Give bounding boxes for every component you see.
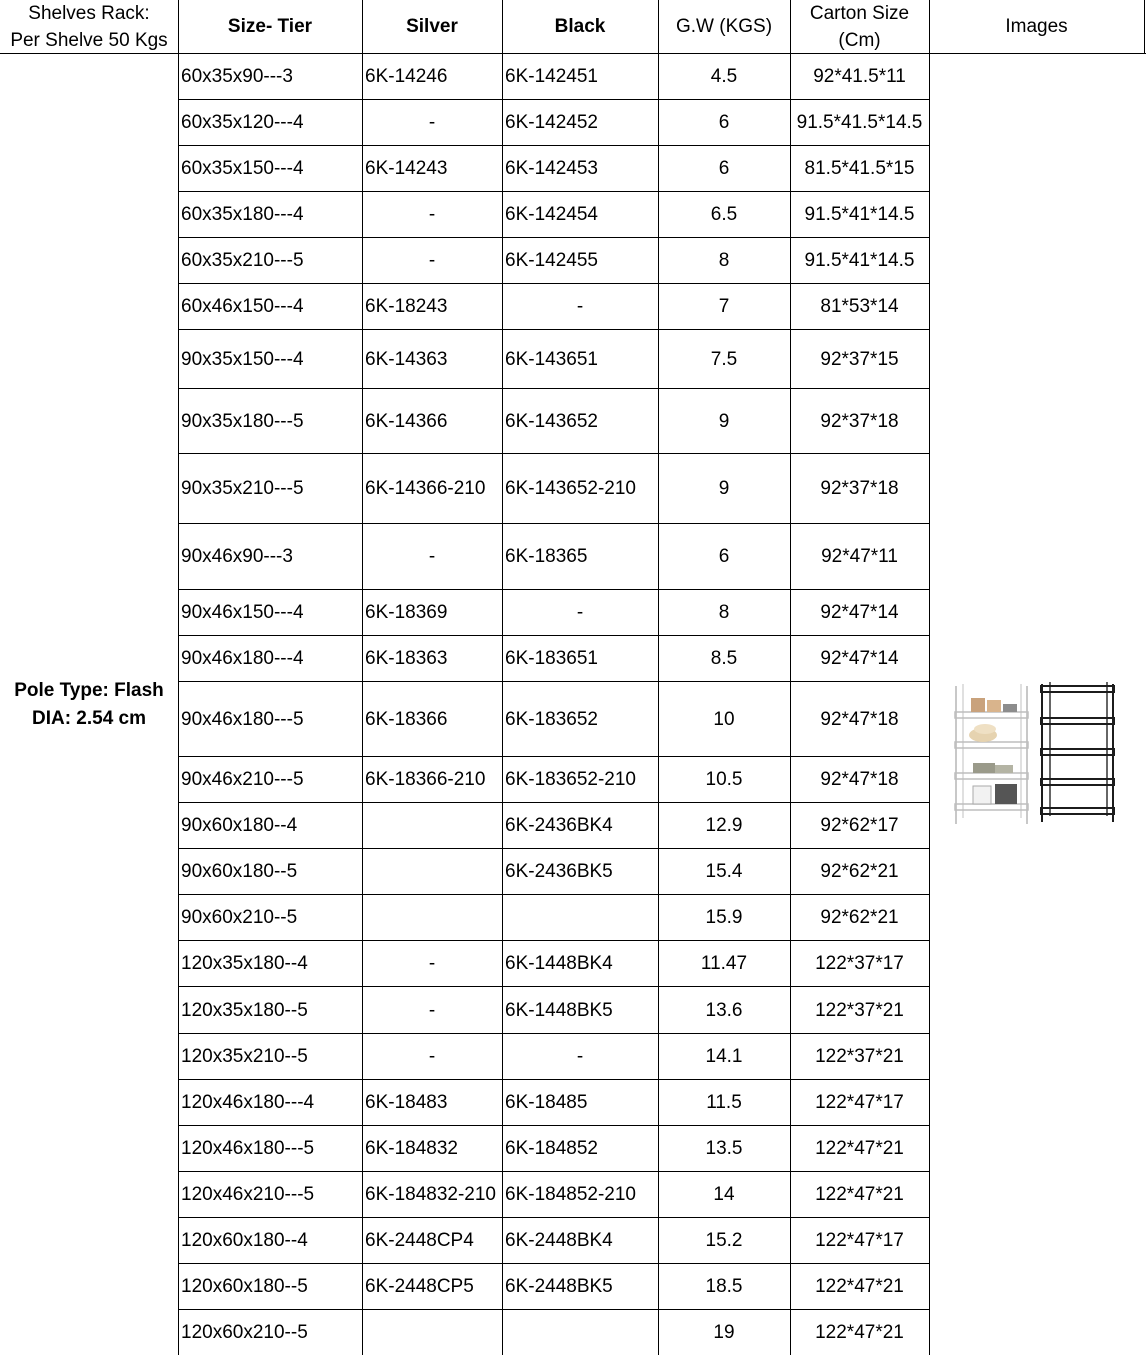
cell-black: 6K-2436BK4 [505, 815, 613, 836]
grid-line [362, 0, 363, 1355]
header-rack-line2: Per Shelve 50 Kgs [10, 30, 168, 51]
cell-size: 90x46x180---5 [181, 708, 304, 730]
cell-carton: 81.5*41.5*15 [804, 158, 915, 179]
header-silver: Silver [406, 16, 458, 37]
cell-black: 6K-183652-210 [505, 769, 636, 790]
grid-line [178, 99, 929, 100]
cell-black: 6K-184852 [505, 1138, 598, 1159]
grid-line [178, 802, 929, 803]
cell-black: - [576, 602, 584, 623]
cell-gw: 7 [718, 296, 730, 317]
grid-line [178, 191, 929, 192]
cell-gw: 9 [718, 410, 730, 432]
grid-line [178, 237, 929, 238]
cell-silver [362, 849, 502, 895]
cell-carton: 91.5*41.5*14.5 [796, 112, 923, 133]
grid-line [178, 1079, 929, 1080]
grid-line [178, 145, 929, 146]
cell-carton: 122*37*17 [815, 953, 904, 974]
rack-images [929, 54, 1144, 1355]
cell-gw: 18.5 [705, 1276, 743, 1297]
cell-size: 90x60x180--5 [181, 861, 298, 882]
cell-carton: 92*37*15 [820, 348, 899, 370]
cell-gw: 13.5 [705, 1138, 743, 1159]
grid-line [178, 388, 929, 389]
cell-carton: 92*47*18 [820, 708, 899, 730]
cell-carton: 92*47*14 [820, 648, 899, 669]
cell-gw: 15.4 [705, 861, 743, 882]
cell-silver: 6K-18363 [365, 648, 448, 669]
header-black: Black [554, 16, 606, 37]
cell-size: 60x46x150---4 [181, 296, 304, 317]
header-carton-line1: Carton Size [809, 3, 910, 24]
cell-gw: 6 [718, 112, 730, 133]
cell-gw: 11.47 [700, 953, 748, 974]
cell-gw: 8 [718, 250, 730, 271]
cell-size: 120x35x210--5 [181, 1046, 308, 1067]
cell-silver: - [428, 546, 436, 567]
cell-silver: 6K-18243 [365, 296, 448, 317]
cell-silver: 6K-184832-210 [365, 1184, 496, 1205]
cell-silver: - [428, 204, 436, 225]
cell-gw: 7.5 [710, 348, 738, 370]
cell-black: 6K-142451 [505, 66, 598, 87]
grid-line [178, 1125, 929, 1126]
grid-line [178, 589, 929, 590]
silver-wire-rack-icon [955, 684, 1028, 824]
cell-black: 6K-2448BK5 [505, 1276, 613, 1297]
cell-size: 90x35x210---5 [181, 478, 304, 499]
cell-silver: 6K-14246 [365, 66, 448, 87]
grid-line [178, 1217, 929, 1218]
cell-size: 90x60x210--5 [181, 907, 298, 928]
cell-silver: 6K-184832 [365, 1138, 458, 1159]
grid-line [178, 681, 929, 682]
images-cell [929, 54, 1144, 1355]
grid-line [0, 53, 1146, 54]
black-wire-rack-icon [1041, 682, 1114, 822]
cell-carton: 92*37*18 [820, 478, 899, 499]
cell-gw: 10.5 [705, 769, 743, 790]
cell-size: 120x60x210--5 [181, 1321, 308, 1343]
header-size-tier: Size- Tier [227, 16, 313, 37]
cell-black: 6K-1448BK5 [505, 999, 613, 1021]
cell-black: 6K-142454 [505, 204, 598, 225]
cell-gw: 6 [718, 546, 730, 567]
grid-line [178, 848, 929, 849]
cell-silver: 6K-18366 [365, 708, 448, 730]
cell-silver [362, 803, 502, 849]
cell-carton: 92*62*17 [820, 815, 899, 836]
cell-carton: 122*47*17 [815, 1092, 904, 1113]
cell-silver [362, 895, 502, 941]
cell-silver: 6K-2448CP5 [365, 1276, 474, 1297]
grid-line [178, 1263, 929, 1264]
cell-silver: - [428, 112, 436, 133]
cell-gw: 14.1 [705, 1046, 743, 1067]
cell-silver: 6K-14363 [365, 348, 448, 370]
grid-line [502, 0, 503, 1355]
grid-line [178, 894, 929, 895]
cell-size: 90x35x150---4 [181, 348, 304, 370]
header-carton-line2: (Cm) [838, 30, 881, 51]
cell-gw: 15.9 [705, 907, 743, 928]
cell-black: 6K-143652-210 [505, 478, 636, 499]
cell-black: 6K-183652 [505, 708, 598, 730]
grid-line [178, 329, 929, 330]
cell-silver: - [428, 953, 436, 974]
cell-size: 120x46x210---5 [181, 1184, 315, 1205]
cell-carton: 92*62*21 [820, 861, 899, 882]
cell-size: 120x35x180--5 [181, 999, 308, 1021]
cell-gw: 6 [718, 158, 730, 179]
cell-gw: 9 [718, 478, 730, 499]
cell-gw: 10 [713, 708, 735, 730]
pole-type-line1: Pole Type: Flash [14, 679, 164, 701]
cell-size: 60x35x150---4 [181, 158, 304, 179]
cell-size: 120x46x180---4 [181, 1092, 315, 1113]
grid-line [178, 1309, 929, 1310]
grid-line [790, 0, 791, 1355]
grid-line [658, 0, 659, 1355]
cell-size: 120x60x180--4 [181, 1230, 308, 1251]
grid-line [178, 523, 929, 524]
grid-line [178, 1171, 929, 1172]
cell-gw: 6.5 [710, 204, 738, 225]
grid-line [1144, 0, 1145, 54]
cell-size: 90x46x180---4 [181, 648, 304, 669]
header-rack-line1: Shelves Rack: [28, 3, 150, 24]
cell-carton: 122*47*21 [815, 1184, 904, 1205]
cell-black: 6K-142455 [505, 250, 598, 271]
cell-carton: 91.5*41*14.5 [804, 250, 915, 271]
cell-black: 6K-143652 [505, 410, 598, 432]
grid-line [929, 0, 930, 1355]
cell-black: 6K-184852-210 [505, 1184, 636, 1205]
cell-size: 90x46x210---5 [181, 769, 304, 790]
cell-size: 60x35x180---4 [181, 204, 304, 225]
cell-gw: 4.5 [710, 66, 738, 87]
cell-silver: 6K-14366-210 [365, 478, 486, 499]
cell-size: 90x60x180--4 [181, 815, 298, 836]
cell-size: 60x35x210---5 [181, 250, 304, 271]
cell-black: 6K-18365 [505, 546, 588, 567]
grid-line [178, 453, 929, 454]
cell-black: 6K-143651 [505, 348, 598, 370]
cell-silver: 6K-18366-210 [365, 769, 486, 790]
header-images: Images [1005, 16, 1068, 37]
cell-gw: 15.2 [705, 1230, 743, 1251]
cell-gw: 11.5 [706, 1092, 742, 1113]
cell-carton: 122*47*21 [815, 1138, 904, 1159]
grid-line [178, 0, 179, 1355]
grid-line [178, 1033, 929, 1034]
cell-gw: 13.6 [705, 999, 743, 1021]
cell-size: 120x60x180--5 [181, 1276, 308, 1297]
cell-carton: 81*53*14 [820, 296, 899, 317]
cell-silver: 6K-18369 [365, 602, 448, 623]
cell-black: 6K-142452 [505, 112, 598, 133]
header-carton [790, 0, 929, 54]
header-gw: G.W (KGS) [675, 16, 773, 37]
cell-carton: 91.5*41*14.5 [804, 204, 915, 225]
cell-silver: - [428, 1046, 436, 1067]
grid-line [178, 756, 929, 757]
cell-carton: 92*62*21 [820, 907, 899, 928]
cell-carton: 92*47*18 [820, 769, 899, 790]
grid-line [178, 635, 929, 636]
cell-size: 90x46x150---4 [181, 602, 304, 623]
cell-carton: 122*47*21 [815, 1321, 904, 1343]
cell-black: 6K-2436BK5 [505, 861, 613, 882]
cell-silver [362, 1310, 502, 1355]
cell-carton: 92*41.5*11 [813, 66, 906, 87]
cell-gw: 12.9 [705, 815, 743, 836]
cell-gw: 14 [713, 1184, 735, 1205]
grid-line [178, 986, 929, 987]
cell-size: 60x35x90---3 [181, 66, 293, 87]
cell-carton: 92*47*11 [821, 546, 898, 567]
cell-black: 6K-18485 [505, 1092, 588, 1113]
cell-carton: 92*47*14 [820, 602, 899, 623]
cell-size: 120x46x180---5 [181, 1138, 315, 1159]
cell-silver: - [428, 999, 436, 1021]
header-rack [0, 0, 178, 54]
cell-black: - [576, 1046, 584, 1067]
pole-type [0, 54, 178, 1355]
cell-gw: 8 [718, 602, 730, 623]
cell-black: 6K-142453 [505, 158, 598, 179]
cell-black [502, 1310, 658, 1355]
cell-carton: 122*47*17 [815, 1230, 904, 1251]
cell-black: 6K-1448BK4 [505, 953, 613, 974]
cell-carton: 122*47*21 [815, 1276, 904, 1297]
cell-carton: 122*37*21 [815, 999, 904, 1021]
cell-silver: 6K-14243 [365, 158, 448, 179]
cell-silver: 6K-2448CP4 [365, 1230, 474, 1251]
cell-black: 6K-2448BK4 [505, 1230, 613, 1251]
grid-line [178, 940, 929, 941]
cell-silver: 6K-14366 [365, 410, 448, 432]
grid-line [178, 283, 929, 284]
cell-size: 120x35x180--4 [181, 953, 308, 974]
cell-size: 60x35x120---4 [181, 112, 304, 133]
cell-size: 90x46x90---3 [181, 546, 293, 567]
pole-type-line2: DIA: 2.54 cm [31, 707, 147, 729]
cell-silver: 6K-18483 [365, 1092, 448, 1113]
cell-carton: 92*37*18 [820, 410, 899, 432]
cell-gw: 8.5 [710, 648, 738, 669]
cell-carton: 122*37*21 [815, 1046, 904, 1067]
cell-black [502, 895, 658, 941]
cell-silver: - [428, 250, 436, 271]
cell-black: - [576, 296, 584, 317]
cell-gw: 19 [713, 1321, 735, 1343]
cell-size: 90x35x180---5 [181, 410, 304, 432]
cell-black: 6K-183651 [505, 648, 598, 669]
